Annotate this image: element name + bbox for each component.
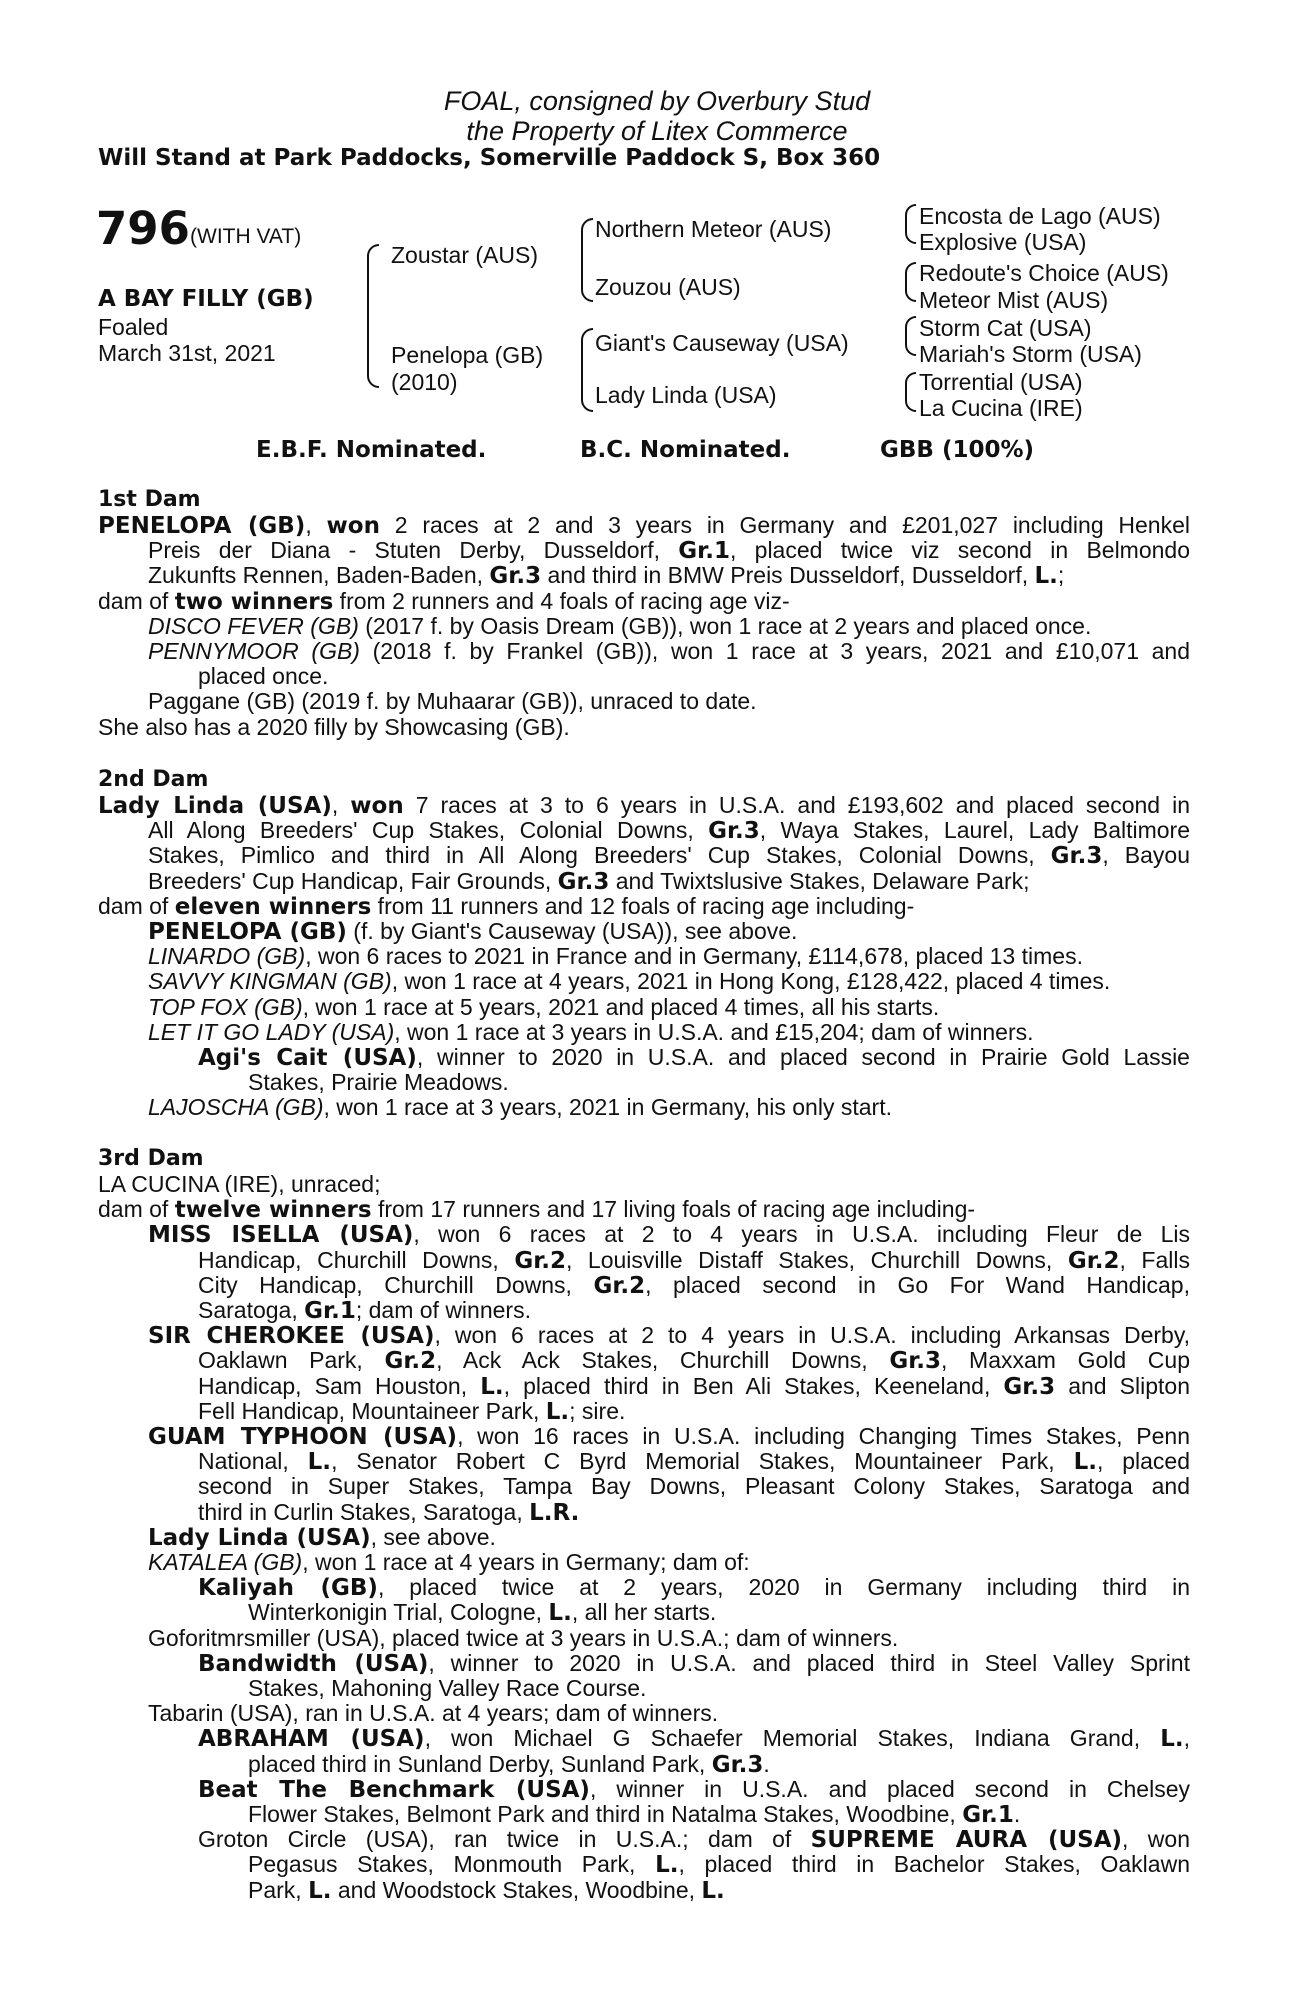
dam3-line: [248, 1877, 725, 1904]
dam2-text: LAJOSCHA (GB): [148, 1094, 324, 1121]
dam2-text: dam of: [98, 892, 175, 919]
dam1-text: won: [326, 513, 380, 539]
dam3-text: ABRAHAM (USA): [198, 1726, 425, 1753]
dam2-text: ,: [331, 792, 351, 818]
dam1-text: Preis der Diana - Stuten Derby, Dusseldorf,: [148, 537, 679, 564]
dam3-line: [248, 1751, 770, 1778]
dam3-text: Gr.2: [384, 1348, 437, 1375]
dam3-text: ; sire.: [569, 1397, 626, 1424]
dam2-text: Agi's Cait (USA): [198, 1045, 417, 1071]
dam3-text: Kaliyah (GB): [198, 1575, 378, 1602]
dam1-text: dam of: [98, 587, 175, 614]
dam3-text: ,: [1183, 1725, 1191, 1752]
dd-sire: Torrential (USA): [919, 369, 1083, 395]
dam3-text: Gr.2: [593, 1272, 646, 1299]
dam3-line: [198, 1247, 1190, 1274]
dam1-line: [148, 638, 1190, 665]
dam1-text: She also has a 2020 filly by Showcasing (GB).: [98, 713, 570, 740]
dam2-line: [148, 817, 1190, 844]
dam1-text: Gr.1: [678, 538, 730, 565]
sire-sire: Northern Meteor (AUS): [595, 216, 832, 242]
dam3-line: [198, 1448, 1190, 1475]
dam3-line: [248, 1599, 716, 1626]
dam3-line: [248, 1851, 1190, 1878]
dam3-line: [148, 1625, 898, 1652]
dam3-text: Groton Circle (USA), ran twice in U.S.A.; dam of: [198, 1826, 811, 1853]
dam2-text: , won 1 race at 3 years in U.S.A. and £15,204; dam of winners.: [394, 1018, 1034, 1045]
dam3-line: [198, 1473, 1190, 1500]
pedigree-brace-2b: [581, 328, 593, 412]
dam3-text: L.: [548, 1600, 572, 1627]
dam3-text: , placed: [1096, 1448, 1191, 1475]
dam3-text: , placed twice at 2 years, 2020 in Germany including third in: [377, 1574, 1190, 1601]
dam1-line: [98, 512, 1190, 539]
dam3-text: from 17 runners and 17 living foals of racing age including-: [371, 1196, 976, 1223]
ss-sire: Encosta de Lago (AUS): [919, 203, 1161, 229]
dam3-text: second in Super Stakes, Tampa Bay Downs, Pleasant Colony Stakes, Saratoga and: [198, 1473, 1190, 1500]
dam3-text: SUPREME AURA (USA): [810, 1827, 1123, 1854]
dam1-line: [148, 688, 757, 715]
dam3-text: Gr.2: [514, 1247, 567, 1274]
dam3-text: Stakes, Mahoning Valley Race Course.: [248, 1675, 647, 1701]
dam3-text: SIR CHEROKEE (USA): [148, 1323, 435, 1350]
dam1-text: and third in BMW Preis Dusseldorf, Dusseldorf,: [541, 562, 1035, 589]
dam2-text: eleven winners: [174, 893, 372, 920]
dam3-line: [198, 1297, 531, 1324]
consignor-line: FOAL, consigned by Overbury Stud: [443, 86, 871, 116]
dam3-text: Park,: [248, 1876, 309, 1903]
dam3-text: L.: [307, 1449, 332, 1476]
dam3-line: [198, 1398, 625, 1425]
dam3-line: [148, 1322, 1190, 1349]
dam2-line: [98, 792, 1190, 819]
dam1-line: [98, 588, 790, 615]
pedigree-brace-3b: [905, 262, 916, 302]
dam1-text: , placed twice viz second in Belmondo: [729, 537, 1191, 564]
dam1-text: PENELOPA (GB): [98, 513, 306, 539]
dam1-text: Gr.3: [489, 563, 542, 590]
ebf-nomination: E.B.F. Nominated.: [256, 437, 487, 463]
dam3-text: , won 6 races at 2 to 4 years in U.S.A. including Fleur de Lis: [413, 1221, 1190, 1248]
dam3-text: L.: [1073, 1449, 1097, 1476]
dam1-line: [98, 714, 570, 741]
sd-dam: Meteor Mist (AUS): [919, 287, 1109, 313]
dam3-text: Fell Handicap, Mountaineer Park,: [198, 1397, 546, 1424]
dam2-text: , Bayou: [1102, 842, 1190, 869]
stand-location: Will Stand at Park Paddocks, Somerville Paddock S, Box 360: [98, 145, 881, 171]
dam3-line: [198, 1373, 1190, 1400]
dam2-heading: 2nd Dam: [98, 767, 209, 792]
ds-sire: Storm Cat (USA): [919, 315, 1092, 341]
dam2-text: SAVVY KINGMAN (GB): [148, 968, 392, 995]
pedigree-brace-3c: [905, 316, 916, 356]
dam3-text: L.R.: [529, 1499, 580, 1526]
dam2-line: [198, 1044, 1190, 1071]
dam3-text: L.: [701, 1877, 725, 1904]
dam2-line: [148, 1094, 892, 1121]
dam1-text: Zukunfts Rennen, Baden-Baden,: [148, 562, 490, 589]
dam2-text: LINARDO (GB): [148, 943, 306, 970]
dam3-text: , Maxxam Gold Cup: [941, 1347, 1190, 1374]
dam3-text: , winner in U.S.A. and placed second in Chelsey: [589, 1775, 1190, 1802]
dam2-line: [98, 893, 914, 920]
dam3-heading: 3rd Dam: [98, 1146, 204, 1171]
dam3-text: Oaklawn Park,: [198, 1347, 385, 1374]
dam2-line: [248, 1069, 509, 1096]
dam3-text: Gr.3: [889, 1348, 942, 1375]
dam2-text: and Twixtslusive Stakes, Delaware Park;: [609, 867, 1030, 894]
dam-sire: Giant's Causeway (USA): [595, 330, 849, 356]
dam3-text: LA CUCINA (IRE), unraced;: [98, 1171, 381, 1197]
dam2-line: [148, 994, 939, 1021]
dam3-text: , won Michael G Schaefer Memorial Stakes, Indiana Grand,: [424, 1725, 1161, 1752]
dam3-text: City Handicap, Churchill Downs,: [198, 1271, 594, 1298]
dam3-text: , won 1 race at 4 years in Germany; dam of:: [302, 1549, 750, 1575]
dam3-line: [248, 1675, 646, 1702]
foaled-label: Foaled: [98, 314, 169, 340]
dam1-text: ,: [305, 512, 327, 538]
dam2-text: Gr.3: [708, 818, 760, 845]
dam3-text: Winterkonigin Trial, Cologne,: [248, 1599, 549, 1626]
dam1-text: (2018 f. by Frankel (GB)), won 1 race at 3 years, 2021 and £10,071 and: [359, 638, 1190, 664]
dam3-line: [198, 1650, 1190, 1677]
dam3-text: dam of: [98, 1196, 175, 1223]
dam3-text: L.: [1160, 1726, 1184, 1753]
pedigree-brace-1: [367, 244, 379, 388]
dam2-text: , won 1 race at 4 years, 2021 in Hong Kong, £128,422, placed 4 times.: [391, 968, 1111, 995]
dam3-text: Goforitmrsmiller (USA), placed twice at 3 years in U.S.A.; dam of winners.: [148, 1624, 899, 1651]
gbb-rating: GBB (100%): [880, 437, 1035, 463]
dam3-text: Gr.3: [711, 1751, 764, 1778]
dam1-text: two winners: [174, 588, 334, 615]
dam2-line: [148, 842, 1190, 869]
dam2-text: Lady Linda (USA): [98, 793, 332, 819]
bc-nomination: B.C. Nominated.: [580, 437, 791, 463]
dam2-text: , won 1 race at 3 years, 2021 in Germany, his only start.: [323, 1094, 892, 1121]
dam3-text: , winner to 2020 in U.S.A. and placed third in Steel Valley Sprint: [428, 1649, 1190, 1676]
dam3-text: Handicap, Sam Houston,: [198, 1372, 481, 1399]
dam3-text: MISS ISELLA (USA): [148, 1222, 414, 1249]
dam3-text: , placed third in Bachelor Stakes, Oaklawn: [678, 1851, 1190, 1878]
dam2-line: [148, 968, 1110, 995]
dam3-text: placed third in Sunland Derby, Sunland Park,: [248, 1750, 712, 1777]
dam3-text: , won 16 races in U.S.A. including Changing Times Stakes, Penn: [457, 1423, 1190, 1449]
dam3-line: [98, 1196, 975, 1223]
dam3-text: Tabarin (USA), ran in U.S.A. at 4 years; dam of winners.: [148, 1700, 719, 1727]
dam1-line: [148, 613, 1091, 640]
dam3-line: [148, 1700, 718, 1727]
dam3-text: twelve winners: [174, 1197, 372, 1224]
dam3-text: Gr.1: [962, 1802, 1014, 1828]
pedigree-brace-2a: [581, 218, 593, 302]
dam2-text: Stakes, Prairie Meadows.: [248, 1069, 509, 1096]
dam3-line: [198, 1725, 1190, 1752]
dam1-text: L.: [1034, 563, 1058, 590]
dam1-text: 2 races at 2 and 3 years in Germany and £201,027 including Henkel: [379, 512, 1191, 538]
dam3-text: , all her starts.: [571, 1599, 717, 1626]
dam1-text: PENNYMOOR (GB): [148, 638, 360, 664]
dam3-text: Gr.1: [304, 1298, 356, 1324]
dam3-line: [148, 1524, 496, 1551]
dam3-text: L.: [308, 1877, 332, 1904]
dam2-text: LET IT GO LADY (USA): [148, 1018, 395, 1045]
dam3-text: ; dam of winners.: [355, 1297, 531, 1323]
dam2-text: from 11 runners and 12 foals of racing age including-: [371, 892, 915, 919]
dam3-text: , Falls: [1119, 1246, 1190, 1273]
dam3-text: , placed third in Ben Ali Stakes, Keeneland,: [503, 1372, 1004, 1399]
dam3-text: , Senator Robert C Byrd Memorial Stakes, Mountaineer Park,: [331, 1448, 1074, 1475]
dam2-line: [148, 1019, 1034, 1046]
dam2-text: , Waya Stakes, Laurel, Lady Baltimore: [759, 817, 1191, 844]
dam3-line: [248, 1801, 1020, 1828]
dam3-text: L.: [655, 1852, 679, 1879]
dam2-text: Stakes, Pimlico and third in All Along Breeders' Cup Stakes, Colonial Downs,: [148, 842, 1051, 869]
dam3-text: Bandwidth (USA): [198, 1650, 429, 1677]
sire-dam: Zouzou (AUS): [595, 274, 741, 300]
dam3-text: Lady Linda (USA): [148, 1524, 371, 1551]
dam3-text: Saratoga,: [198, 1297, 305, 1323]
dam3-line: [148, 1423, 1190, 1450]
property-line: the Property of Litex Commerce: [466, 116, 848, 146]
pedigree-brace-3a: [905, 204, 916, 244]
dam1-text: ;: [1057, 562, 1065, 589]
ds-dam: Mariah's Storm (USA): [919, 341, 1142, 367]
dam3-text: , Louisville Distaff Stakes, Churchill Downs,: [566, 1246, 1068, 1273]
dam3-line: [198, 1499, 579, 1526]
dam1-line: [148, 562, 1064, 589]
dam3-text: Pegasus Stakes, Monmouth Park,: [248, 1851, 656, 1878]
dam3-text: third in Curlin Stakes, Saratoga,: [198, 1498, 530, 1525]
dam2-line: [148, 868, 1030, 895]
dam2-text: (f. by Giant's Causeway (USA)), see above.: [346, 918, 798, 944]
dam3-text: , placed second in Go For Wand Handicap,: [645, 1271, 1190, 1298]
dam3-text: KATALEA (GB): [148, 1549, 303, 1575]
dam1-text: placed once.: [198, 663, 329, 690]
dam1-heading: 1st Dam: [98, 487, 201, 512]
dam3-text: Gr.3: [1003, 1373, 1056, 1400]
dam2-text: , won 1 race at 5 years, 2021 and placed 4 times, all his starts.: [302, 993, 940, 1020]
foaled-date: March 31st, 2021: [98, 340, 276, 366]
dam3-text: Beat The Benchmark (USA): [198, 1776, 590, 1803]
dam3-text: Handicap, Churchill Downs,: [198, 1246, 515, 1273]
dam2-text: PENELOPA (GB): [148, 919, 347, 945]
dam3-text: National,: [198, 1448, 308, 1475]
dam1-text: DISCO FEVER (GB): [148, 612, 359, 639]
dam2-line: [148, 918, 797, 945]
dam: Penelopa (GB): [391, 342, 544, 368]
dam3-text: .: [1013, 1801, 1021, 1827]
dam3-text: and Woodstock Stakes, Woodbine,: [331, 1876, 702, 1903]
dam3-text: Gr.2: [1067, 1247, 1120, 1274]
dam3-text: , won 6 races at 2 to 4 years in U.S.A. including Arkansas Derby,: [434, 1322, 1191, 1349]
dam1-line: [148, 537, 1190, 564]
dam2-text: , winner to 2020 in U.S.A. and placed second in Prairie Gold Lassie: [416, 1044, 1190, 1070]
dam3-line: [148, 1549, 750, 1576]
dam3-text: GUAM TYPHOON (USA): [148, 1424, 458, 1450]
dam3-text: and Slipton: [1055, 1372, 1190, 1399]
pedigree-brace-3d: [905, 372, 916, 412]
dam3-text: , won: [1122, 1826, 1190, 1853]
dam3-line: [198, 1776, 1190, 1803]
vat-note: (WITH VAT): [190, 225, 302, 248]
dam2-text: Gr.3: [1050, 843, 1103, 870]
sire: Zoustar (AUS): [391, 242, 538, 268]
dam3-text: , see above.: [370, 1523, 496, 1550]
dam1-text: Paggane (GB) (2019 f. by Muhaarar (GB)), unraced to date.: [148, 688, 757, 715]
sd-sire: Redoute's Choice (AUS): [919, 260, 1169, 286]
dam2-text: Breeders' Cup Handicap, Fair Grounds,: [148, 867, 558, 894]
dam2-text: 7 races at 3 to 6 years in U.S.A. and £193,602 and placed second in: [403, 792, 1190, 818]
dam3-text: L.: [480, 1373, 504, 1400]
dam3-text: Flower Stakes, Belmont Park and third in Natalma Stakes, Woodbine,: [248, 1801, 963, 1827]
dam2-text: All Along Breeders' Cup Stakes, Colonial Downs,: [148, 817, 709, 844]
dam3-line: [198, 1574, 1190, 1601]
dam2-line: [148, 943, 1083, 970]
dam-dam: Lady Linda (USA): [595, 382, 777, 408]
ss-dam: Explosive (USA): [919, 229, 1087, 255]
dam3-text: , Ack Ack Stakes, Churchill Downs,: [436, 1347, 890, 1374]
dam2-text: TOP FOX (GB): [148, 993, 303, 1020]
dam1-line: [198, 663, 328, 690]
dam3-line: [198, 1272, 1190, 1299]
dd-dam: La Cucina (IRE): [919, 395, 1083, 421]
dam2-text: Gr.3: [557, 868, 610, 895]
dam-year: (2010): [391, 369, 458, 395]
dam3-text: .: [763, 1750, 770, 1777]
lot-number: 796: [96, 202, 190, 255]
dam2-text: , won 6 races to 2021 in France and in Germany, £114,678, placed 13 times.: [305, 943, 1083, 970]
dam3-line: [198, 1347, 1190, 1374]
dam3-line: [148, 1221, 1190, 1248]
lot-name: A BAY FILLY (GB): [98, 286, 314, 312]
dam1-text: (2017 f. by Oasis Dream (GB)), won 1 race at 2 years and placed once.: [358, 612, 1092, 639]
dam3-text: L.: [545, 1398, 570, 1425]
dam1-text: from 2 runners and 4 foals of racing age viz-: [333, 587, 790, 614]
dam3-line: [98, 1171, 381, 1198]
dam3-line: [198, 1826, 1190, 1853]
dam2-text: won: [350, 793, 404, 819]
